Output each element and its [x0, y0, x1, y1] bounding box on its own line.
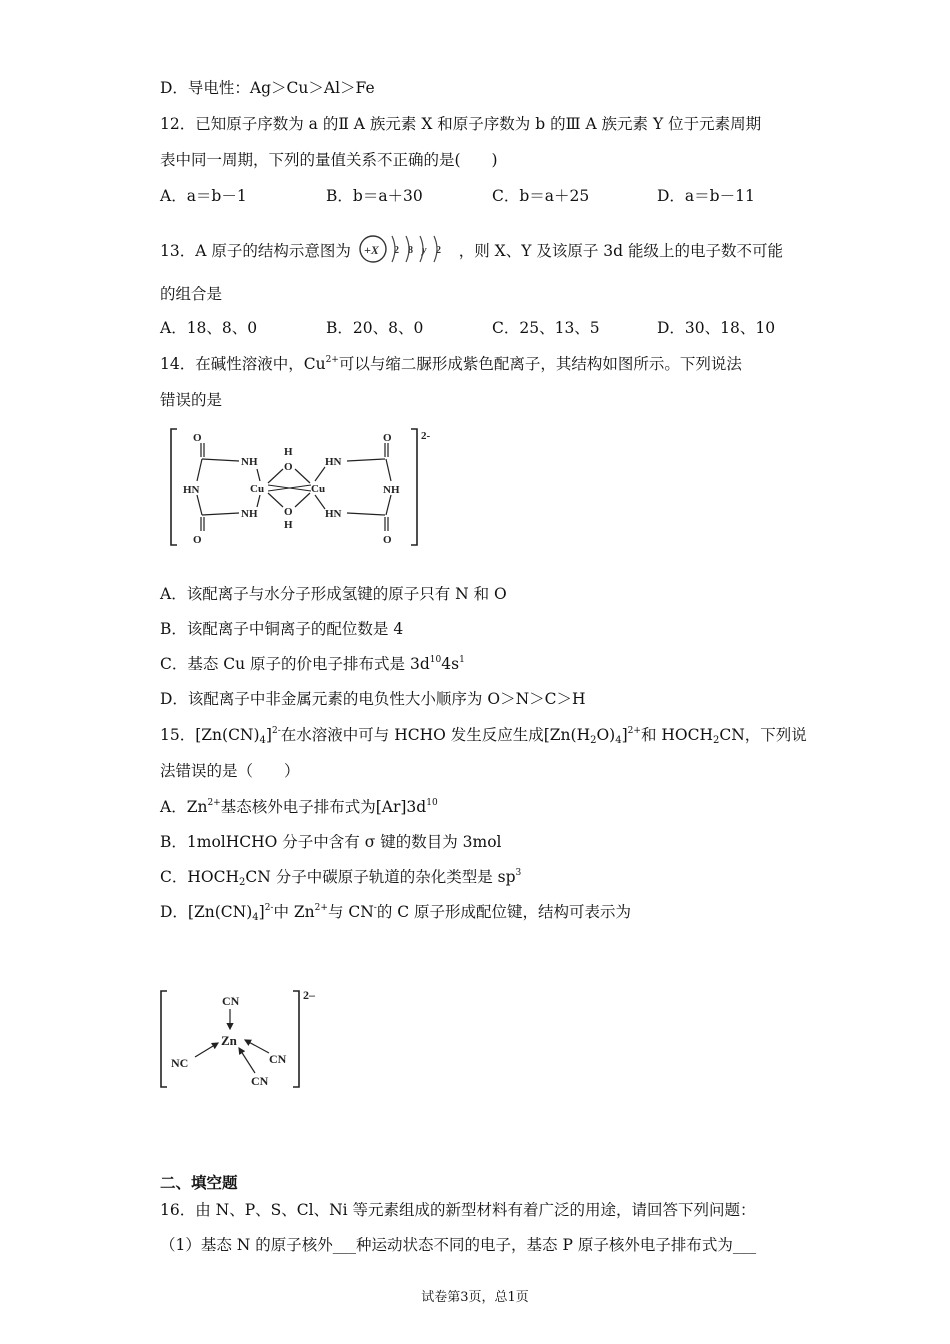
- q14-stem-sup: 2+: [325, 355, 339, 365]
- atom-nh-right: NH: [383, 484, 400, 496]
- q16-stem: 16．由 N、P、S、Cl、Ni 等元素组成的新型材料有着广泛的用途，请回答下列问题：: [160, 1201, 756, 1219]
- q12-stem-line2: 表中同一周期，下列的量值关系不正确的是( ): [160, 151, 498, 169]
- q15-option-d-sup3: -: [373, 903, 377, 913]
- section-heading-fill-in: 二、填空题: [160, 1173, 238, 1192]
- copper-biuret-complex-structure: [165, 425, 445, 550]
- atom-o-bottom-left: O: [193, 534, 202, 546]
- q15-stem-line1: [160, 725, 807, 745]
- q14-option-c-sup1: 10: [429, 655, 442, 665]
- atom-h-top: H: [284, 446, 293, 458]
- atom-nh-bottom-left: NH: [241, 508, 258, 520]
- page-footer: 试卷第3页，总1页: [421, 1290, 529, 1305]
- q16-subquestion-1: （1）基态 N 的原子核外___种运动状态不同的电子，基态 P 原子核外电子排布式为___: [160, 1236, 757, 1254]
- q15-option-d: [160, 902, 631, 922]
- atom-zn: Zn: [221, 1033, 237, 1048]
- q15-option-d-text-a: D．[Zn(CN): [160, 903, 253, 921]
- q15-option-d-text-b: ]: [258, 903, 265, 921]
- q15-stem-text-g: CN，下列说: [719, 726, 807, 744]
- q15-option-d-text-e: 的 C 原子形成配位键，结构可表示为: [376, 903, 632, 921]
- q14-stem-text-a: 14．在碱性溶液中，Cu: [160, 355, 326, 373]
- atom-o-bottom-bridge: O: [284, 506, 293, 518]
- ligand-nc-left: NC: [171, 1056, 189, 1070]
- diagram-nucleus-label: +X: [363, 243, 379, 257]
- ligand-cn-right: CN: [269, 1052, 287, 1066]
- atom-o-bottom-right: O: [383, 534, 392, 546]
- q15-stem-sub3: 4: [615, 735, 622, 746]
- q14-option-a: A．该配离子与水分子形成氢键的原子只有 N 和 O: [160, 585, 507, 603]
- q15-option-c-sup: 3: [515, 868, 522, 878]
- atom-h-bottom: H: [284, 519, 293, 531]
- atom-o-top-bridge: O: [284, 461, 293, 473]
- q15-option-a-sup2: 10: [426, 798, 438, 808]
- atom-o-top-right: O: [383, 432, 392, 444]
- q14-stem-text-b: 可以与缩二脲形成紫色配离子，其结构如图所示。下列说法: [338, 355, 742, 373]
- q13-stem-part-b: ，则 X、Y 及该原子 3d 能级上的电子数不可能: [458, 242, 783, 260]
- q14-option-b: B．该配离子中铜离子的配位数是 4: [160, 620, 404, 638]
- q14-stem-line1: [160, 354, 742, 374]
- atom-hn-top-right: HN: [325, 456, 342, 468]
- q15-option-b: B．1molHCHO 分子中含有 σ 键的数目为 3mol: [160, 833, 502, 851]
- q14-option-c-sup2: 1: [459, 655, 465, 665]
- q15-option-c-sub: 2: [238, 877, 246, 888]
- q15-stem-text-a: 15．[Zn(CN): [160, 726, 260, 744]
- q13-option-b: B．20、8、0: [326, 319, 424, 337]
- q15-option-d-sup1: 2-: [264, 903, 274, 913]
- q13-stem-part-a: 13．A 原子的结构示意图为: [160, 242, 351, 260]
- q15-stem-sup2: 2+: [627, 726, 641, 736]
- q15-stem-sup1: 2-: [271, 726, 281, 736]
- atom-hn-left: HN: [183, 484, 200, 496]
- q13-stem-line1: [160, 232, 783, 268]
- q12-option-c: C．b＝a＋25: [492, 187, 590, 205]
- q14-option-c-text-b: 4s: [441, 655, 460, 673]
- q15-option-a: [160, 797, 438, 817]
- atom-structure-diagram: [356, 232, 448, 268]
- q13-option-d: D．30、18、10: [657, 319, 776, 337]
- diagram-shell-2: 8: [407, 245, 413, 256]
- q15-option-d-text-d: 与 CN: [327, 903, 374, 921]
- q15-stem-text-d: O): [596, 726, 616, 744]
- zinc-cyanide-complex-structure: [155, 985, 335, 1095]
- ligand-cn-top: CN: [222, 994, 240, 1008]
- atom-hn-bottom-right: HN: [325, 508, 342, 520]
- q12-option-a: A．a＝b－1: [160, 187, 247, 205]
- atom-nh-top-left: NH: [241, 456, 258, 468]
- q14-option-d: D．该配离子中非金属元素的电负性大小顺序为 O＞N＞C＞H: [160, 690, 586, 708]
- atom-cu-left: Cu: [250, 483, 265, 495]
- q15-stem-line2: 法错误的是（ ）: [160, 762, 300, 780]
- q15-stem-text-c: 在水溶液中可与 HCHO 发生反应生成[Zn(H: [280, 726, 591, 744]
- q12-option-d: D．a＝b－11: [657, 187, 755, 205]
- q13-option-c: C．25、13、5: [492, 319, 600, 337]
- q14-option-c: [160, 654, 465, 674]
- diagram-shell-4: 2: [435, 245, 441, 256]
- q13-option-a: A．18、8、0: [160, 319, 258, 337]
- zn-complex-charge: 2–: [303, 988, 315, 1002]
- q14-stem-line2: 错误的是: [160, 391, 223, 409]
- q15-option-a-sup1: 2+: [207, 798, 221, 808]
- q15-option-a-text-a: A．Zn: [160, 798, 208, 816]
- complex-charge: 2-: [421, 430, 431, 442]
- q13-stem-line2: 的组合是: [160, 285, 223, 303]
- q15-stem-sub4: 2: [712, 735, 720, 746]
- q15-stem-sub1: 4: [259, 735, 266, 746]
- diagram-shell-3: y: [421, 245, 427, 256]
- q15-stem-text-f: 和 HOCH: [640, 726, 713, 744]
- q11-option-d: D．导电性：Ag＞Cu＞Al＞Fe: [160, 79, 375, 97]
- ligand-cn-bottom: CN: [251, 1074, 269, 1088]
- q15-option-d-text-c: 中 Zn: [273, 903, 315, 921]
- q12-stem-line1: 12．已知原子序数为 a 的Ⅱ A 族元素 X 和原子序数为 b 的Ⅲ A 族元素 Y 位于元素周期: [160, 115, 762, 133]
- q15-option-d-sup2: 2+: [314, 903, 328, 913]
- q15-stem-sub2: 2: [590, 735, 597, 746]
- q15-stem-text-e: ]: [621, 726, 628, 744]
- q14-option-c-text-a: C．基态 Cu 原子的价电子排布式是 3d: [160, 655, 430, 673]
- atom-cu-right: Cu: [311, 483, 326, 495]
- q12-option-b: B．b＝a＋30: [326, 187, 423, 205]
- q15-option-d-sub: 4: [252, 912, 259, 923]
- q15-stem-text-b: ]: [265, 726, 272, 744]
- q15-option-a-text-b: 基态核外电子排布式为[Ar]3d: [220, 798, 427, 816]
- q15-option-c: [160, 867, 521, 887]
- q15-option-c-text-b: CN 分子中碳原子轨道的杂化类型是 sp: [245, 868, 516, 886]
- diagram-shell-1: 2: [393, 245, 399, 256]
- atom-o-top-left: O: [193, 432, 202, 444]
- q15-option-c-text-a: C．HOCH: [160, 868, 239, 886]
